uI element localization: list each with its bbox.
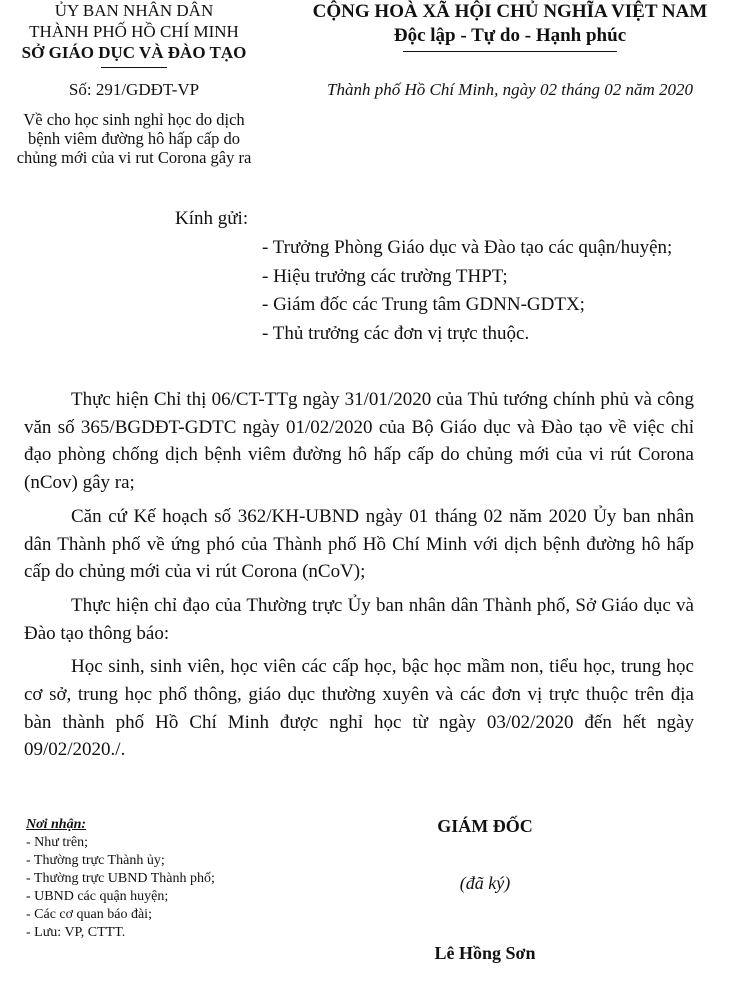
body-paragraph: Thực hiện chỉ đạo của Thường trực Ủy ban nhân dân Thành phố, Sở Giáo dục và Đào tạo thông báo: — [24, 594, 694, 644]
national-header — [288, 0, 732, 52]
subject-line: bệnh viêm đường hô hấp cấp do — [28, 129, 240, 148]
distribution-list — [26, 816, 215, 942]
distribution-item: - Các cơ quan báo đài; — [26, 907, 152, 922]
document-number: Số: 291/GDĐT-VP — [68, 80, 200, 99]
distribution-item: - UBND các quận huyện; — [26, 889, 169, 904]
body-paragraph: Học sinh, sinh viên, học viên các cấp học, bậc học mầm non, tiểu học, trung học cơ sở, trung học phổ thông, giáo dục thường xuyên và các đơn vị trực thuộc trên địa bàn thành phố Hồ Chí Minh được nghỉ học từ ngày 03/02/2020 đến hết ngày 09/02/2020./. — [24, 656, 694, 761]
recipient-item: - Thủ trưởng các đơn vị trực thuộc. — [262, 322, 530, 344]
distribution-title: Nơi nhận: — [26, 817, 87, 832]
body-paragraph: Căn cứ Kế hoạch số 362/KH-UBND ngày 01 tháng 02 năm 2020 Ủy ban nhân dân Thành phố về ứng phó của Thành phố Hồ Chí Minh với dịch bệnh đường hô hấp cấp do chủng mới của vi rút Corona (nCoV); — [24, 505, 694, 583]
subject-line: Về cho học sinh nghỉ học do dịch — [23, 110, 245, 129]
body-paragraph: Thực hiện Chỉ thị 06/CT-TTg ngày 31/01/2020 của Thủ tướng chính phủ và công văn số 365/BGDĐT-GDTC ngày 01/02/2020 của Bộ Giáo dục và Đào tạo về việc chỉ đạo phòng chống dịch bệnh viêm đường hô hấp cấp do chủng mới của vi rút Corona (nCov) gây ra; — [24, 389, 694, 494]
org-underline — [101, 67, 167, 68]
recipient-list — [262, 234, 672, 348]
recipient-item: - Hiệu trưởng các trường THPT; — [262, 265, 508, 287]
document-subject — [0, 110, 268, 167]
issuing-organization — [0, 0, 268, 68]
motto-underline — [403, 51, 617, 52]
distribution-item: - Như trên; — [26, 835, 89, 850]
org-line-1: ỦY BAN NHÂN DÂN — [54, 1, 214, 20]
nation-title: CỘNG HOÀ XÃ HỘI CHỦ NGHĨA VIỆT NAM — [312, 1, 708, 22]
salutation: Kính gửi: — [175, 208, 249, 229]
signer-title: GIÁM ĐỐC — [437, 816, 533, 836]
recipient-item: - Giám đốc các Trung tâm GDNN-GDTX; — [262, 294, 585, 315]
document-body — [24, 386, 694, 770]
signer-name: Lê Hồng Sơn — [434, 943, 536, 963]
motto: Độc lập - Tự do - Hạnh phúc — [393, 25, 627, 46]
org-line-3: SỞ GIÁO DỤC VÀ ĐÀO TẠO — [21, 43, 247, 62]
distribution-item: - Thường trực Thành ủy; — [26, 853, 165, 868]
org-line-2: THÀNH PHỐ HỒ CHÍ MINH — [29, 22, 239, 41]
document-date: Thành phố Hồ Chí Minh, ngày 02 tháng 02 năm 2020 — [327, 80, 693, 99]
subject-line: chủng mới của vi rut Corona gây ra — [16, 148, 252, 167]
distribution-item: - Thường trực UBND Thành phố; — [26, 871, 215, 886]
recipient-item: - Trưởng Phòng Giáo dục và Đào tạo các quận/huyện; — [262, 237, 673, 258]
distribution-item: - Lưu: VP, CTTT. — [26, 925, 126, 940]
signed-status: (đã ký) — [459, 873, 511, 893]
